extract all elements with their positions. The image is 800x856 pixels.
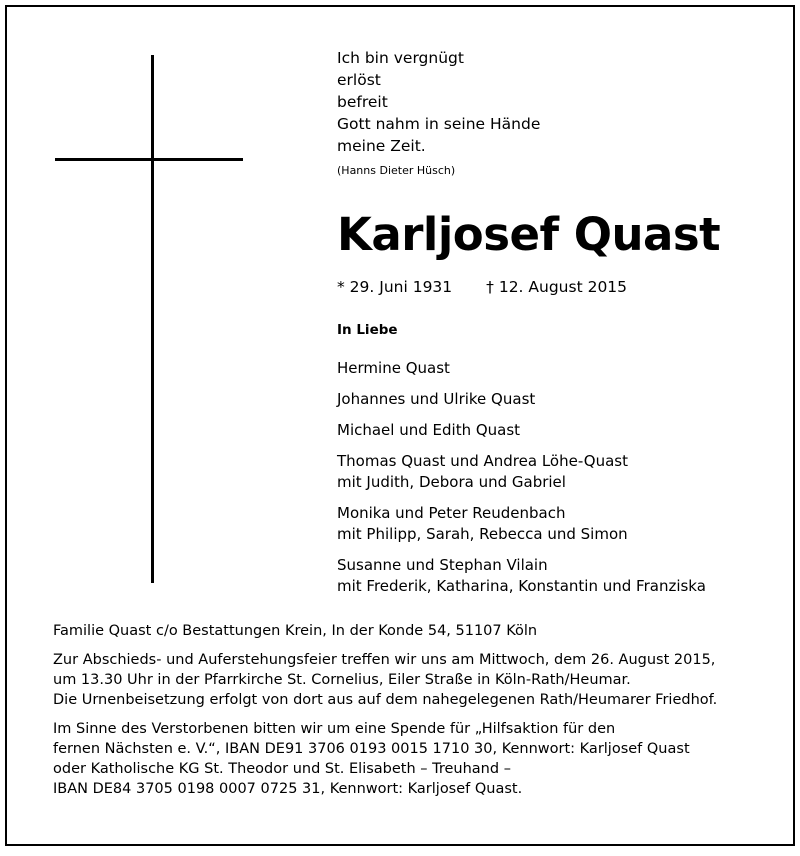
mourner-line: Susanne und Stephan Vilain [337,556,548,574]
donation-line: Im Sinne des Verstorbenen bitten wir um eine Spende für „Hilfsaktion für den [53,721,616,737]
family-address [53,621,788,641]
love-heading: In Liebe [337,322,398,338]
death-date: † 12. August 2015 [486,278,628,296]
mourner-line: mit Frederik, Katharina, Konstantin und Franziska [337,577,706,595]
donation-line: oder Katholische KG St. Theodor und St. Elisabeth – Treuhand – [53,761,511,777]
mourner-list [337,358,706,607]
mourner-line: Hermine Quast [337,359,450,377]
poem-line: Ich bin vergnügt [337,49,464,67]
cross-icon [151,55,154,583]
ceremony-line: Zur Abschieds- und Auferstehungsfeier treffen wir uns am Mittwoch, dem 26. August 2015, [53,652,716,668]
poem-line: erlöst [337,71,381,89]
obituary-notice [5,5,795,846]
poem-line: meine Zeit. [337,137,426,155]
deceased-name: Karljosef Quast [337,208,721,261]
ceremony-line: um 13.30 Uhr in der Pfarrkirche St. Cornelius, Eiler Straße in Köln-Rath/Heumar. [53,672,631,688]
poem [337,47,540,157]
mourner-entry [337,451,706,493]
mourner-line: Thomas Quast und Andrea Löhe-Quast [337,452,628,470]
mourner-entry [337,358,706,379]
mourner-entry [337,420,706,441]
notice-footer [53,621,788,808]
address-line: Familie Quast c/o Bestattungen Krein, In der Konde 54, 51107 Köln [53,623,538,639]
mourner-line: Monika und Peter Reudenbach [337,504,566,522]
donation-line: IBAN DE84 3705 0198 0007 0725 31, Kennwort: Karljosef Quast. [53,781,523,797]
poem-author: (Hanns Dieter Hüsch) [337,164,456,177]
donation-info [53,719,788,799]
birth-date: * 29. Juni 1931 [337,278,453,296]
poem-line: Gott nahm in seine Hände [337,115,541,133]
mourner-entry [337,389,706,410]
mourner-line: Michael und Edith Quast [337,421,521,439]
mourner-line: mit Judith, Debora und Gabriel [337,473,566,491]
ceremony-info [53,650,788,710]
mourner-entry [337,555,706,597]
mourner-line: mit Philipp, Sarah, Rebecca und Simon [337,525,628,543]
mourner-entry [337,503,706,545]
ceremony-line: Die Urnenbeisetzung erfolgt von dort aus auf dem nahegelegenen Rath/Heumarer Friedhof. [53,692,718,708]
life-dates [337,278,627,296]
donation-line: fernen Nächsten e. V.“, IBAN DE91 3706 0193 0015 1710 30, Kennwort: Karljosef Quast [53,741,690,757]
cross-icon-bar [55,158,243,161]
poem-line: befreit [337,93,388,111]
mourner-line: Johannes und Ulrike Quast [337,390,536,408]
